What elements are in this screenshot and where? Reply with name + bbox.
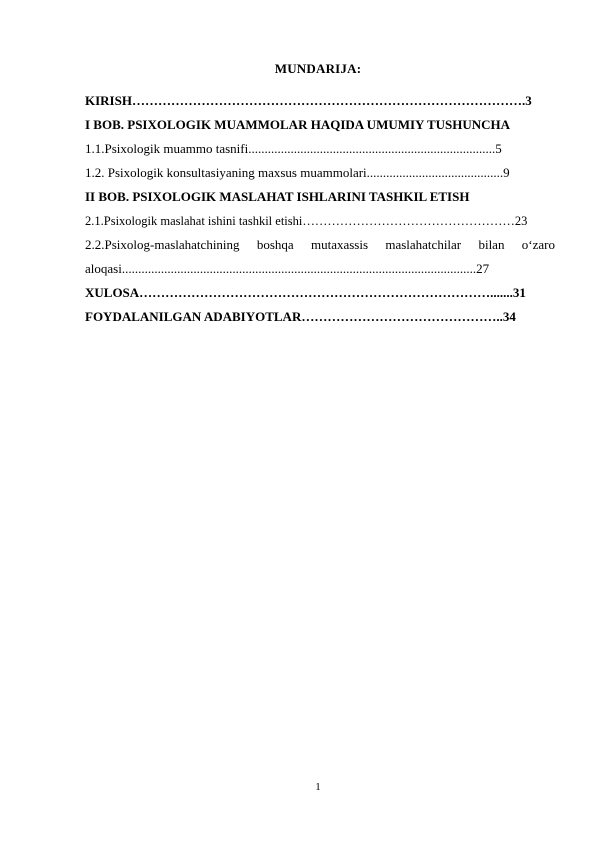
toc-entry-2-2-line-2: aloqasi.............................................................................................................27 bbox=[85, 261, 490, 276]
toc-word: 2.2.Psixolog-maslahatchining bbox=[85, 237, 240, 252]
page-number: 1 bbox=[315, 781, 321, 793]
toc-entry-kirish: KIRISH……………………………………………………………………………….3 bbox=[85, 93, 532, 108]
toc-entry-2-2-line-1 bbox=[85, 237, 555, 253]
toc-entry-chapter-1: I BOB. PSIXOLOGIK MUAMMOLAR HAQIDA UMUMIY TUSHUNCHA bbox=[85, 117, 511, 132]
toc-entry-xulosa: XULOSA……………………………………………………………………….......31 bbox=[85, 285, 526, 300]
toc-word: bilan bbox=[478, 237, 505, 252]
toc-entry-adabiyotlar: FOYDALANILGAN ADABIYOTLAR………………………………………..34 bbox=[85, 309, 516, 324]
toc-word: boshqa bbox=[256, 237, 294, 252]
toc-word: mutaxassis bbox=[310, 237, 369, 252]
toc-word: o‘zaro bbox=[521, 237, 555, 252]
toc-entry-1-1: 1.1.Psixologik muammo tasnifi............................................................................5 bbox=[85, 141, 502, 156]
toc-entry-2-1: 2.1.Psixologik maslahat ishini tashkil etishi……………………………………………23 bbox=[85, 214, 528, 228]
toc-title: MUNDARIJA: bbox=[274, 61, 362, 76]
toc-entry-1-2: 1.2. Psixologik konsultasiyaning maxsus muammolari..........................................9 bbox=[85, 165, 510, 180]
toc-word: maslahatchilar bbox=[385, 237, 462, 252]
toc-entry-chapter-2: II BOB. PSIXOLOGIK MASLAHAT ISHLARINI TASHKIL ETISH bbox=[85, 189, 470, 204]
